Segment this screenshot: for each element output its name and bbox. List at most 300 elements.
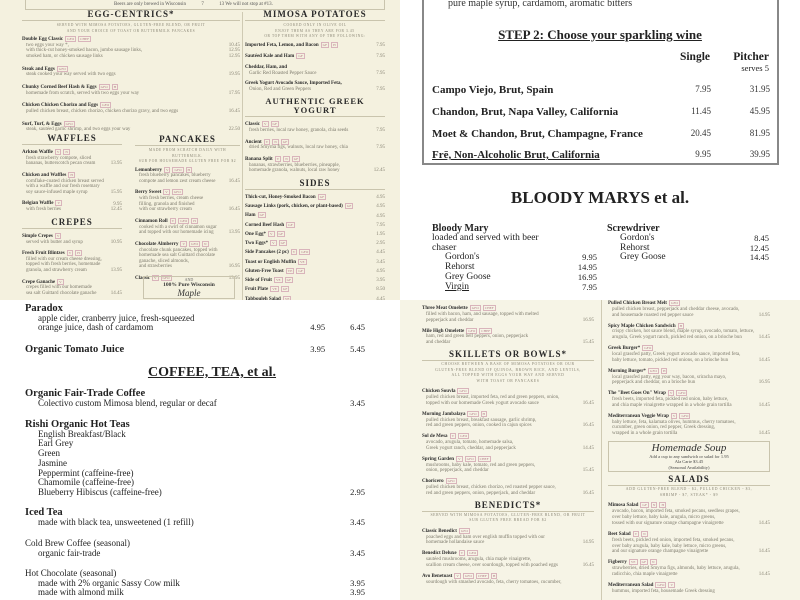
price: 3.45 xyxy=(350,547,365,558)
item-price: 14.45 xyxy=(758,521,770,527)
item-text xyxy=(245,231,372,238)
dietary-tag: CHEF xyxy=(484,306,494,310)
coffee-tea-title: COFFEE, TEA, et al. xyxy=(147,365,277,380)
option-name: Gordon's xyxy=(445,252,480,263)
item-prices xyxy=(225,179,240,185)
item-text xyxy=(22,102,225,114)
item-prices xyxy=(372,223,385,229)
subtitle-line: SERVED WITH MIMOSA POTATOES, GLUTEN-FREE BLEND, OR FRUIT xyxy=(56,23,206,27)
menu-item xyxy=(22,279,122,297)
item-price: 14.95 xyxy=(582,540,594,546)
item-price: 13.95 xyxy=(110,268,122,274)
menu-item-list xyxy=(245,42,385,93)
subtitle-line: WITH TOAST OR PANCAKES xyxy=(476,378,540,383)
item-text xyxy=(22,200,107,212)
menu-item-list xyxy=(135,167,240,282)
item-prices xyxy=(372,145,385,151)
item-name: Belgian Waffle xyxy=(22,201,54,207)
item-prices xyxy=(372,204,385,210)
item-name: Chicken Chicken Chorizo and Eggs xyxy=(22,103,99,109)
item-desc: tossed with our signature orange champagne vinaigrette xyxy=(612,521,724,527)
item-name: Tabbouleh Salad xyxy=(245,296,281,300)
coffee-tea-menu-page xyxy=(0,300,400,600)
single-price: 7.95 xyxy=(695,84,711,94)
dietary-tag: H xyxy=(187,167,191,172)
tea-name: Blueberry Hibiscus (caffeine-free) xyxy=(38,486,162,497)
item-price: 7.95 xyxy=(376,42,385,48)
menu-item-list xyxy=(245,121,385,174)
item-desc: with fresh berries xyxy=(26,207,61,213)
item-text xyxy=(608,502,755,526)
item-prices xyxy=(372,71,385,77)
menu-item xyxy=(422,305,594,324)
item-price: 16.45 xyxy=(582,490,594,496)
menu-item xyxy=(608,502,770,526)
item-text xyxy=(422,478,579,497)
menu-item xyxy=(422,328,594,347)
item-name: Gluten-Free Toast xyxy=(245,268,284,274)
menu-item-list xyxy=(22,233,122,297)
menu-item xyxy=(422,411,594,430)
item-prices xyxy=(579,446,594,452)
section-subtitle xyxy=(422,362,594,384)
item-price: 16.45 xyxy=(582,423,594,429)
item-name: Fresh Fruit Blintzes xyxy=(22,251,65,257)
dietary-tag: V xyxy=(451,434,455,439)
item-desc: filled with our cream cheese dressing, xyxy=(26,256,102,262)
dietary-tag: GFO xyxy=(162,275,170,280)
dietary-tag: V xyxy=(634,531,638,536)
item-text xyxy=(135,218,225,236)
menu-item xyxy=(422,528,594,547)
item-name-line xyxy=(422,528,579,535)
item-price: 16.45 xyxy=(582,400,594,406)
price: 3.95 xyxy=(350,577,365,588)
item-name: Imported Feta, Lemon, and Bacon xyxy=(245,42,319,48)
item-desc: mushrooms, baby kale, tomato, red and green peppers, xyxy=(426,462,536,468)
section-title: AUTHENTIC GREEK YOGURT xyxy=(245,97,385,117)
item-name: Steak and Eggs xyxy=(22,66,55,72)
dietary-tag: GFO xyxy=(65,121,73,126)
item-desc: ham, red and green bell peppers, onion, pepperjack xyxy=(426,334,529,340)
menu-item xyxy=(422,550,594,569)
item-text xyxy=(245,203,372,210)
dietary-tag: GFO xyxy=(173,190,181,195)
item-name: Mediterranean Veggie Wrap xyxy=(608,413,669,419)
section-subtitle xyxy=(608,487,770,498)
menu-item xyxy=(22,172,122,196)
item-name: Chicken Souvla xyxy=(422,389,456,395)
item-text xyxy=(245,268,372,275)
dietary-tag: CHEF xyxy=(479,456,489,461)
item-name-line xyxy=(422,328,579,335)
tea-name: Chamomile (caffeine-free) xyxy=(38,477,135,488)
item-price: 7.95 xyxy=(376,128,385,134)
item-desc: crepes filled with our homemade xyxy=(26,285,92,291)
item-name-line xyxy=(608,368,755,375)
item-prices xyxy=(372,195,385,201)
item-prices xyxy=(755,572,770,578)
item-prices xyxy=(579,468,594,474)
intro-line: pure maple syrup, cardamom, aromatic bitters xyxy=(448,0,633,9)
item-price: 12.95 xyxy=(228,53,240,59)
option-price: 8.45 xyxy=(754,232,769,243)
item-prices xyxy=(370,168,385,174)
item-desc: made with black tea, unsweetened (1 refill) xyxy=(38,516,194,527)
item-desc: homemade hollandaise sauce xyxy=(426,540,485,546)
item-prices xyxy=(579,423,594,429)
tea-name: Green xyxy=(38,448,60,459)
item-name-line xyxy=(608,390,755,397)
option-price: 9.95 xyxy=(582,252,597,263)
item-name: Sautéed Kale and Ham xyxy=(245,54,295,60)
cold-brew-item xyxy=(25,539,365,558)
section-subtitle xyxy=(135,148,240,165)
item-name-line xyxy=(422,433,579,440)
item-prices xyxy=(372,269,385,275)
price-small: 3.95 xyxy=(310,344,326,354)
item-name-line xyxy=(608,345,755,352)
section-title: MIMOSA POTATOES xyxy=(245,10,385,21)
step2-title: STEP 2: Choose your sparkling wine xyxy=(498,27,702,42)
item-text xyxy=(245,65,372,76)
item-prices xyxy=(755,549,770,555)
dietary-tag: GFO xyxy=(102,103,110,108)
item-desc: local grassfed patty, egg your way, bacon, sriracha mayo, xyxy=(612,374,727,380)
dietary-tag: V xyxy=(165,190,168,195)
item-name: Double Egg Classic xyxy=(22,37,64,43)
dietary-tag: N xyxy=(274,139,277,144)
menu-item xyxy=(135,167,240,185)
homemade-soup-box xyxy=(608,441,770,473)
option-price: 16.95 xyxy=(577,271,597,282)
item-price: 13.95 xyxy=(228,230,240,236)
item-desc: and chia maple vinaigrette wrapped in a whole grain tortilla xyxy=(612,402,732,408)
screwdriver-item xyxy=(607,224,769,263)
item-text xyxy=(245,286,372,293)
item-name-line xyxy=(245,212,372,219)
item-text xyxy=(22,233,107,245)
item-name-line xyxy=(135,218,225,225)
item-text xyxy=(22,250,107,274)
wine-name: Chandon, Brut, Napa Valley, California xyxy=(432,106,619,118)
item-desc: fresh beets, pickled red onion, imported feta, smoked pecans, xyxy=(612,537,735,543)
item-text xyxy=(135,241,225,270)
dietary-tag: GFO xyxy=(657,582,665,587)
item-name: Spring Garden xyxy=(422,456,455,462)
item-price: 3.45 xyxy=(376,259,385,265)
item-prices xyxy=(755,358,770,364)
subtitle-line: MADE FROM SCRATCH DAILY WITH BUTTERMILK. xyxy=(148,148,227,158)
item-text xyxy=(422,388,579,407)
item-name: Morning Burger* xyxy=(608,368,646,374)
wine-name: Moet & Chandon, Brut, Champagne, France xyxy=(432,128,643,140)
column-divider xyxy=(601,300,602,600)
menu-item-list xyxy=(608,502,770,594)
item-name-line xyxy=(245,203,372,210)
menu-item-list xyxy=(608,300,770,437)
item-prices xyxy=(755,431,770,437)
item-text xyxy=(422,328,579,347)
item-desc: and housemade roasted red pepper sauce xyxy=(612,312,694,318)
single-price: 9.95 xyxy=(695,149,711,159)
item-prices xyxy=(107,202,122,213)
item-desc: baby lettuce, tomato, pickled red onions, on a brioche bun xyxy=(612,357,729,363)
item-name-line xyxy=(608,413,755,420)
hot-chocolate-item xyxy=(25,569,365,598)
item-name: Chicken and Waffles xyxy=(22,173,67,179)
item-desc: homemade granola, walnuts, local raw honey xyxy=(249,168,340,174)
soup-line: (Seasonal Availability) xyxy=(668,464,710,470)
menu-item xyxy=(22,233,122,245)
item-desc: homemade sea salt Guittard chocolate xyxy=(139,253,216,259)
item-text xyxy=(608,300,755,319)
menu-item xyxy=(135,218,240,236)
dietary-tag: GFO xyxy=(459,389,467,394)
breakfast-menu-page xyxy=(0,0,400,300)
item-name-line xyxy=(245,121,372,128)
menu-item xyxy=(22,102,240,114)
item-prices xyxy=(225,264,240,270)
dietary-tag: N xyxy=(652,560,655,565)
dietary-tag: GFO xyxy=(681,413,689,418)
item-text xyxy=(608,413,755,437)
dietary-tag: GF xyxy=(642,503,647,508)
item-name-line xyxy=(245,259,372,266)
item-desc: red and green peppers, onion, cooked in cajun spices xyxy=(426,423,532,429)
item-price: 14.45 xyxy=(110,290,122,296)
item-name: Sausage Links (pork, chicken, or plant-based) xyxy=(245,204,343,210)
item-name: Side of Fruit xyxy=(245,278,272,284)
item-prices xyxy=(372,87,385,93)
item-name: Figberry xyxy=(608,560,627,566)
paradox-item xyxy=(25,304,365,333)
item-price: 4.45 xyxy=(376,250,385,256)
tea-option xyxy=(25,449,365,459)
tea-name: English Breakfast/Black xyxy=(38,428,126,439)
item-name: Side Pancakes (2 pc) xyxy=(245,250,289,256)
item-name: Classic xyxy=(245,122,260,128)
dietary-tag: GFO xyxy=(191,241,199,246)
item-desc: sea salt Guittard chocolate ganache xyxy=(26,290,97,296)
item-desc: pulled chicken breast, chicken chorizo, chicken chorizo gravy, and two eggs xyxy=(26,108,179,114)
section-title: SALADS xyxy=(608,475,770,486)
dietary-tag: V xyxy=(68,251,72,256)
subtitle-line: CHOOSE BETWEEN A BASE OF MIMOSA POTATOES OR OUR xyxy=(441,362,575,367)
item-desc: fresh strawberry compote, sliced xyxy=(26,155,92,161)
item-desc: filled with bacon, ham, and sausage, topped with melted xyxy=(426,311,539,317)
menu-item xyxy=(245,65,385,76)
item-text xyxy=(22,121,225,133)
item-name: Rishi Organic Hot Teas xyxy=(25,419,130,430)
dietary-tag: V xyxy=(269,231,273,236)
item-text xyxy=(245,222,372,229)
item-name-line xyxy=(135,241,225,248)
menu-item xyxy=(245,268,385,275)
subtitle-line: ENJOY THEM AS THEY ARE FOR 3.45 xyxy=(275,28,355,33)
item-price: 7.95 xyxy=(376,54,385,60)
menu-item xyxy=(22,84,240,96)
dietary-tag: V xyxy=(171,218,175,223)
item-desc: two eggs your way *, xyxy=(26,42,69,48)
item-price: 10.95 xyxy=(110,239,122,245)
dietary-tag: GF xyxy=(641,560,647,565)
menu-item xyxy=(422,573,594,586)
dietary-tag: GFO xyxy=(469,411,477,416)
item-name-line xyxy=(608,531,755,538)
item-name-line xyxy=(608,582,766,589)
dietary-tag: H xyxy=(77,251,80,256)
wine-name: Frē, Non-Alcoholic Brut, California xyxy=(432,149,600,161)
item-text xyxy=(22,84,225,96)
column-divider xyxy=(242,12,243,300)
drink-option xyxy=(607,253,769,263)
item-name: Two Eggs* xyxy=(245,241,269,247)
item-price: 16.45 xyxy=(228,207,240,213)
item-desc: loaded and served with beer xyxy=(432,232,539,243)
dietary-tag: GFO xyxy=(464,573,472,578)
dietary-tag: H xyxy=(482,411,486,416)
item-prices xyxy=(755,521,770,527)
item-prices xyxy=(372,287,385,293)
dietary-tag: V xyxy=(154,275,157,280)
item-price: 15.95 xyxy=(110,189,122,195)
item-text xyxy=(22,149,107,167)
item-desc: chaser xyxy=(432,242,457,253)
option-price: 7.95 xyxy=(582,281,597,292)
wine-name: Campo Viejo, Brut, Spain xyxy=(432,84,554,96)
item-desc: dried Smyrna figs, walnuts, local raw honey, chia xyxy=(249,145,348,151)
item-desc: strawberries, dried Smyrna figs, almonds, baby lettuce, arugula, xyxy=(612,566,740,572)
item-text xyxy=(22,172,107,196)
menu-item xyxy=(245,286,385,293)
item-name: Bloody Mary xyxy=(432,223,489,234)
tea-name: Jasmine xyxy=(38,457,67,468)
item-name-line xyxy=(608,559,755,566)
price: 3.45 xyxy=(350,397,365,408)
item-name: Choricero xyxy=(422,479,444,485)
item-desc: wrapped in a whole grain tortilla xyxy=(612,431,678,437)
item-desc: topped with fresh berries, homemade xyxy=(26,262,101,268)
dietary-tag: V xyxy=(669,391,673,396)
wine-row xyxy=(432,84,770,96)
price: 2.95 xyxy=(350,486,365,497)
item-desc: pepperjack and cheddar, on a brioche bun xyxy=(612,380,696,386)
item-price: 8.50 xyxy=(376,287,385,293)
subtitle-line: SERVED WITH MIMOSA POTATOES, GLUTEN-FREE BLEND, OR FRUIT xyxy=(430,512,586,517)
pitcher-price: 39.95 xyxy=(749,149,770,159)
tea-option xyxy=(25,488,365,498)
menu-item xyxy=(608,559,770,578)
item-name: Morning Jambalaya xyxy=(422,411,466,417)
item-text xyxy=(245,194,372,201)
menu-item xyxy=(245,156,385,174)
item-name-line xyxy=(422,456,579,463)
item-name-line xyxy=(608,300,755,307)
option-name: Grey Goose xyxy=(445,271,491,282)
section-title: WAFFLES xyxy=(22,134,122,145)
menu-item xyxy=(422,456,594,475)
dietary-tag: GFO xyxy=(180,218,188,223)
dietary-tag: CHEF xyxy=(80,37,90,41)
subtitle-line: GLUTEN-FREE BLEND OF QUINOA, BROWN RICE, AND LENTILS, xyxy=(435,367,581,372)
item-desc: made with almond milk xyxy=(38,587,124,598)
item-desc: orange juice, dash of cardamom xyxy=(38,322,154,333)
dietary-tag: GFO xyxy=(469,551,477,556)
item-name: Sol de Mesa xyxy=(422,434,448,440)
item-text xyxy=(608,531,755,555)
item-desc: poached eggs and ham over english muffin topped with our xyxy=(426,534,545,540)
item-name: Mimosa Salad xyxy=(608,503,639,509)
option-name: Rehorst xyxy=(620,242,650,253)
item-name: Arkton Waffle xyxy=(22,150,53,156)
item-prices xyxy=(579,491,594,497)
dietary-tag: GFO xyxy=(58,66,66,71)
item-text xyxy=(245,249,372,256)
item-price: 4.95 xyxy=(376,195,385,201)
coffee-item xyxy=(25,389,365,408)
dietary-tag: H xyxy=(492,573,496,578)
section-title: SKILLETS OR BOWLS* xyxy=(422,350,594,361)
iced-tea-item xyxy=(25,508,365,527)
dietary-tag: V xyxy=(182,241,185,246)
item-price: 7.95 xyxy=(376,145,385,151)
option-price: 14.95 xyxy=(577,262,597,273)
pitcher-price: 45.95 xyxy=(749,106,770,116)
section-title: EGG-CENTRICS* xyxy=(22,10,240,21)
dietary-tag: GFO xyxy=(460,434,468,439)
dietary-tag: GF xyxy=(272,122,278,127)
item-prices xyxy=(225,207,240,213)
item-desc: filling, granola and finished xyxy=(139,201,195,207)
item-name: Berry Sweet xyxy=(135,190,162,196)
item-name: Chocolate Almberry xyxy=(135,242,179,247)
item-desc: sautéed mushrooms, arugula, chia maple vinaigrette, xyxy=(426,557,532,563)
menu-item xyxy=(245,231,385,238)
price: 3.95 xyxy=(350,587,365,598)
item-text xyxy=(422,456,579,475)
dietary-tag: GF xyxy=(282,139,288,144)
item-price: 4.95 xyxy=(376,204,385,210)
item-price: 14.45 xyxy=(758,402,770,408)
dietary-tag: VE xyxy=(272,287,277,292)
dietary-tag: GFO xyxy=(447,479,455,484)
item-name-line xyxy=(22,233,107,240)
item-prices xyxy=(107,268,122,274)
item-desc: chocolate chunk pancakes, topped with xyxy=(139,247,218,253)
egg-centrics-section xyxy=(22,10,240,139)
item-name-line xyxy=(245,194,372,201)
menu-item xyxy=(245,121,385,133)
drinks-menu-page xyxy=(400,0,800,300)
item-price: 14.45 xyxy=(582,445,594,451)
item-desc: and strawberries xyxy=(139,264,172,270)
dietary-tag: N xyxy=(652,503,656,508)
menu-item-list xyxy=(245,194,385,300)
dietary-tag: GFO xyxy=(174,167,182,172)
menu-item xyxy=(22,149,122,167)
item-price: 4.45 xyxy=(376,296,385,300)
item-name: Mile High Omelette xyxy=(422,328,465,334)
dietary-tag: GF xyxy=(278,231,283,236)
item-name: Beet Salad xyxy=(608,531,631,537)
menu-item xyxy=(245,194,385,201)
item-name-line xyxy=(22,84,225,91)
dietary-tag: GF xyxy=(319,194,325,199)
item-name: Toast or English Muffin xyxy=(245,259,296,265)
subtitle-line: COOKED ONLY IN OLIVE OIL xyxy=(283,23,347,27)
dietary-tag: GF xyxy=(293,157,299,161)
